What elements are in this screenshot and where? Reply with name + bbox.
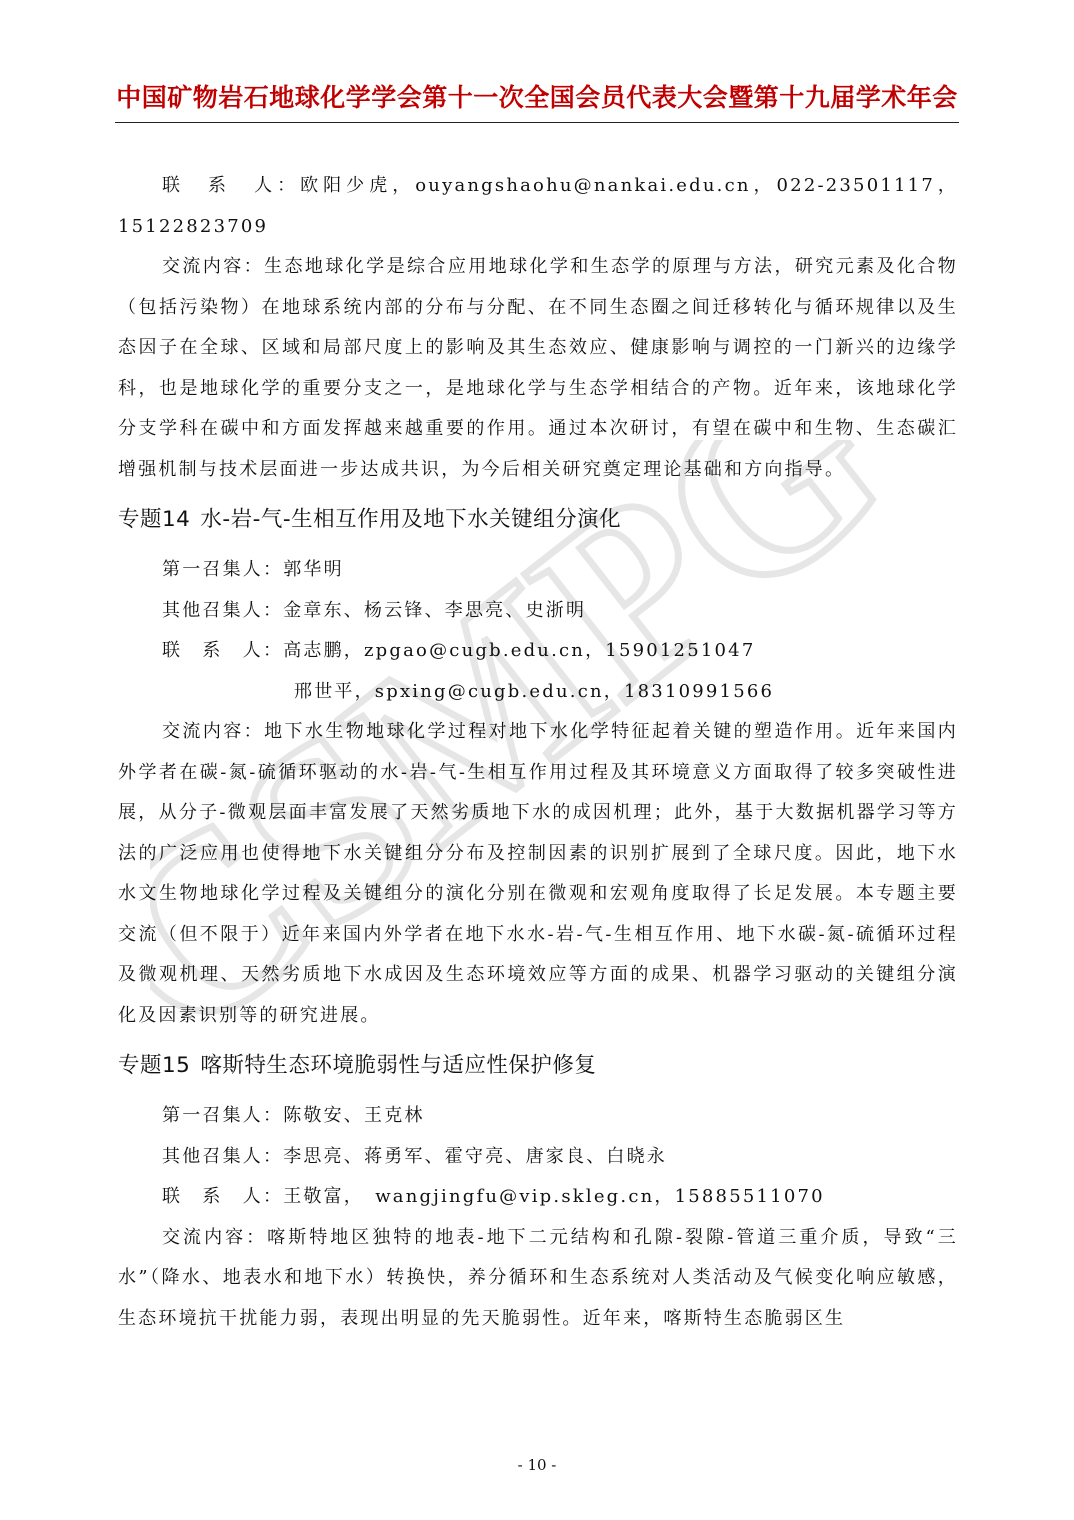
page-header-title: 中国矿物岩石地球化学学会第十一次全国会员代表大会暨第十九届学术年会 [116,83,958,112]
other-conveners: 其他召集人：李思亮、蒋勇军、霍守亮、唐家良、白晓永 [162,1145,667,1167]
header-divider [115,122,959,123]
section-number: 专题15 [118,1053,191,1078]
first-convener: 第一召集人：郭华明 [162,559,344,580]
page-number: - 10 - [517,1456,557,1474]
exchange-content-paragraph: 交流内容：地下水生物地球化学过程对地下水化学特征起着关键的塑造作用。近年来国内外学者在碳-氮-硫循环驱动的水-岩-气-生相互作用过程及其环境意义方面取得了较多突破性进展，从分子-微观层面丰富发展了天然劣质地下水的成因机理；此外，基于大数据机器学习等方法的广泛应用也使得地下水关键组分分布及控制因素的识别扩展到了全球尺度。因此，地下水水文生物地球化学过程及关键组分的演化分别在微观和宏观角度取得了长足发展。本专题主要交流（但不限于）近年来国内外学者在地下水水-岩-气-生相互作用、地下水碳-氮-硫循环过程及微观机理、天然劣质地下水成因及生态环境效应等方面的成果、机器学习驱动的关键组分演化及因素识别等的研究进展。 [118,721,958,1026]
section-title: 水-岩-气-生相互作用及地下水关键组分演化 [200,507,622,532]
contact-line-continued: 邢世平，spxing@cugb.edu.cn，18310991566 [294,680,775,702]
other-conveners: 其他召集人：金章东、杨云锋、李思亮、史浙明 [162,599,587,621]
contact-line: 联 系 人：高志鹏，zpgao@cugb.edu.cn，15901251047 [162,640,756,661]
section-title: 喀斯特生态环境脆弱性与适应性保护修复 [200,1053,597,1078]
page-body [118,166,958,1339]
section-heading-15 [118,1044,958,1088]
exchange-content-paragraph: 交流内容：喀斯特地区独特的地表-地下二元结构和孔隙-裂隙-管道三重介质，导致“三水”（降水、地表水和地下水）转换快，养分循环和生态系统对人类活动及气候变化响应敏感，生态环境抗干扰能力弱，表现出明显的先天脆弱性。近年来，喀斯特生态脆弱区生 [118,1226,958,1329]
contact-line: 联 系 人：欧阳少虎，ouyangshaohu@nankai.edu.cn，022-23501117，15122823709 [118,175,958,237]
watermark-text: CSMPG [150,440,930,1092]
section-heading-14 [118,498,958,542]
exchange-content-paragraph: 交流内容：生态地球化学是综合应用地球化学和生态学的原理与方法，研究元素及化合物（包括污染物）在地球系统内部的分布与分配、在不同生态圈之间迁移转化与循环规律以及生态因子在全球、区域和局部尺度上的影响及其生态效应、健康影响与调控的一门新兴的边缘学科，也是地球化学的重要分支之一，是地球化学与生态学相结合的产物。近年来，该地球化学分支学科在碳中和方面发挥越来越重要的作用。通过本次研讨，有望在碳中和生物、生态碳汇增强机制与技术层面进一步达成共识，为今后相关研究奠定理论基础和方向指导。 [118,256,958,480]
first-convener: 第一召集人：陈敬安、王克林 [162,1105,425,1126]
section-number: 专题14 [118,507,191,532]
contact-line: 联 系 人：王敬富， wangjingfu@vip.skleg.cn，15885511070 [162,1186,825,1207]
